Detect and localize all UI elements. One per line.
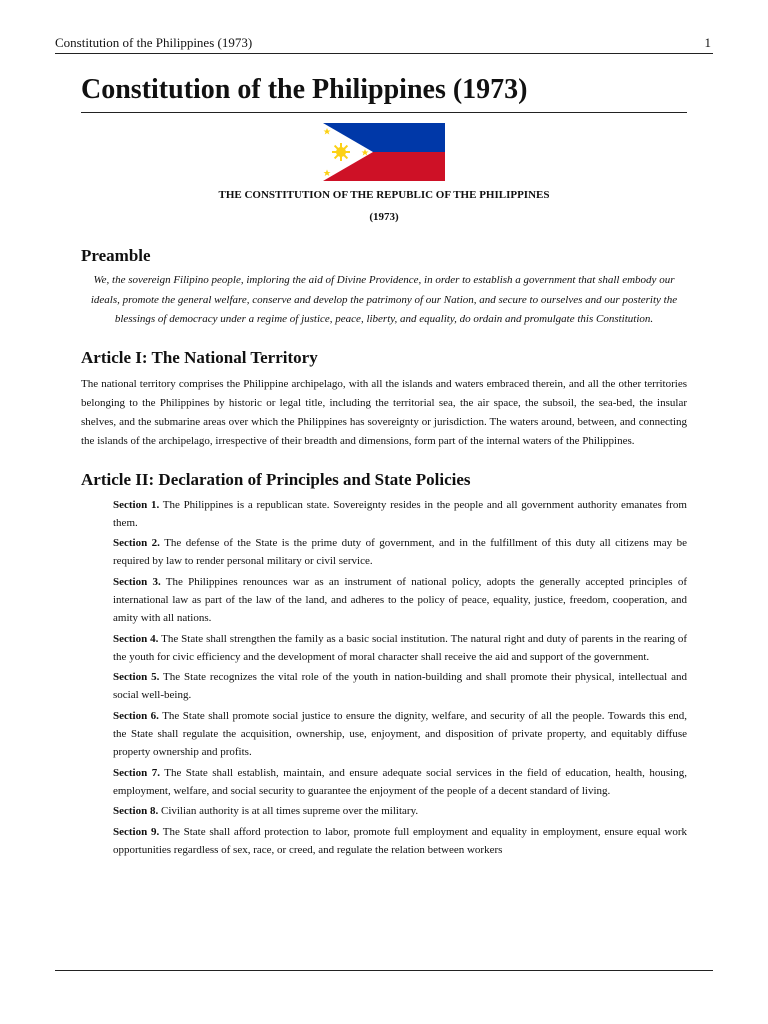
section-text: The State shall strengthen the family as a basic social institution. The natural right and duty of parents in the rearing of the youth for civic efficiency and the development of moral character shall receive the aid and support of the government.: [113, 632, 687, 663]
section-label: Section 9.: [113, 825, 160, 838]
running-header-title: Constitution of the Philippines (1973): [55, 35, 253, 50]
article-2-sections: [81, 496, 687, 860]
page-number: 1: [704, 35, 711, 50]
section-text: The State recognizes the vital role of the youth in nation-building and shall promote their physical, intellectual and social well-being.: [113, 671, 687, 702]
preamble-heading: Preamble: [81, 246, 151, 265]
section-text: The State shall promote social justice to ensure the dignity, welfare, and security of all the people. Towards this end, the State shall regulate the acquisition, ownership, use, enjoyment, and disposition of private property, and equitably diffuse property ownership and profits.: [113, 709, 687, 759]
section-label: Section 1.: [113, 498, 160, 511]
section-7: [113, 764, 687, 801]
section-text: The State shall establish, maintain, and ensure adequate social services in the field of education, health, housing, employment, welfare, and social security to guarantee the enjoyment of the people of a decent standard of living.: [113, 766, 687, 797]
section-text: The defense of the State is the prime duty of government, and in the fulfillment of this duty all citizens may be required by law to render personal military or civil service.: [113, 537, 687, 568]
section-text: Civilian authority is at all times supreme over the military.: [160, 805, 419, 818]
section-label: Section 4.: [113, 632, 159, 645]
section-label: Section 7.: [113, 766, 160, 779]
running-header: [55, 35, 713, 54]
constitution-year: (1973): [369, 211, 399, 223]
article-1-text: The national territory comprises the Philippine archipelago, with all the islands and waters embraced therein, and all the other territories belonging to the Philippines by historic or legal title, including the territorial sea, the air space, the subsoil, the sea-bed, the insular shelves, and the submarine areas over which the Philippines has sovereignty or jurisdiction. The waters around, between, and connecting the islands of the archipelago, irrespective of their breadth and dimensions, form part of the internal waters of the Philippines.: [81, 377, 687, 447]
document-body: [81, 72, 687, 861]
section-1: [113, 496, 687, 533]
section-9: [113, 823, 687, 860]
section-label: Section 3.: [113, 575, 161, 588]
footer-rule: [55, 970, 713, 971]
section-label: Section 2.: [113, 537, 160, 550]
section-label: Section 8.: [113, 805, 159, 818]
section-label: Section 5.: [113, 671, 160, 684]
article-1-heading: Article I: The National Territory: [81, 347, 318, 367]
section-text: The State shall afford protection to labor, promote full employment and equality in employment, ensure equal work opportunities regardless of sex, race, or creed, and regulate the relation between workers: [113, 825, 687, 856]
flag-container: [81, 123, 687, 183]
section-5: [113, 668, 687, 705]
article-2-heading: Article II: Declaration of Principles and State Policies: [81, 469, 471, 489]
section-2: [113, 534, 687, 571]
section-label: Section 6.: [113, 709, 159, 722]
section-4: [113, 630, 687, 667]
philippine-flag-image: [323, 123, 445, 181]
constitution-subtitle: THE CONSTITUTION OF THE REPUBLIC OF THE PHILIPPINES: [218, 189, 550, 201]
section-8: [113, 802, 687, 820]
section-3: [113, 573, 687, 628]
section-text: The Philippines is a republican state. Sovereignty resides in the people and all government authority emanates from them.: [113, 498, 687, 529]
page-title: Constitution of the Philippines (1973): [81, 72, 687, 113]
preamble-text: We, the sovereign Filipino people, imploring the aid of Divine Providence, in order to establish a government that shall embody our ideals, promote the general welfare, conserve and develop the patrimony of our Nation, and secure to ourselves and our posterity the blessings of democracy under a regime of justice, peace, liberty, and equality, do ordain and promulgate this Constitution.: [90, 274, 678, 325]
section-6: [113, 707, 687, 762]
section-text: The Philippines renounces war as an instrument of national policy, adopts the generally accepted principles of international law as part of the law of the land, and adheres to the policy of peace, equality, justice, freedom, cooperation, and amity with all nations.: [113, 575, 687, 625]
